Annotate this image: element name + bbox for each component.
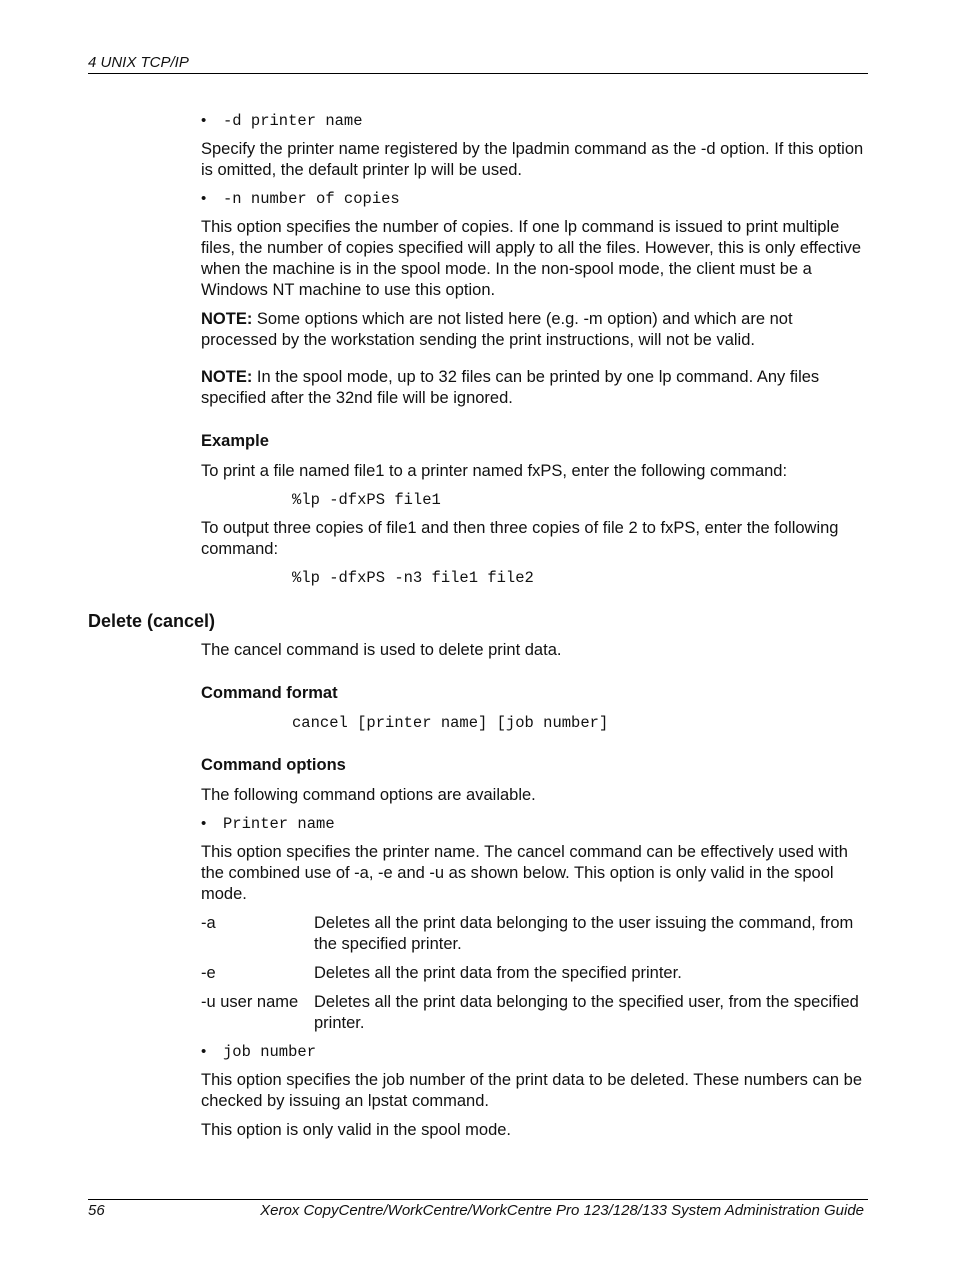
paragraph: This option specifies the number of copies. If one lp command is issued to print multiple files, the number of copies specified will apply to all the files. However, this is only effective when the machine is in the spool mode. In the non-spool mode, the client must be a Windows NT machine to use this option. [201, 218, 862, 299]
code-line: cancel [printer name] [job number] [292, 714, 609, 732]
lp-options-block [201, 111, 869, 596]
option-name: -n number of copies [223, 190, 400, 208]
option-row [201, 992, 869, 1034]
paragraph: This option specifies the job number of the print data to be deleted. These numbers can be checked by issuing an lpstat command. [201, 1071, 863, 1110]
bullet-item [201, 814, 869, 834]
option-row [201, 913, 869, 955]
note [201, 309, 869, 351]
option-desc: Deletes all the print data belonging to the specified user, from the specified printer. [314, 993, 859, 1032]
bullet-item [201, 189, 869, 209]
subheading-example: Example [201, 432, 269, 450]
code-line: %lp -dfxPS file1 [292, 491, 441, 509]
note-text: Some options which are not listed here (e.g. -m option) and which are not processed by the workstation sending the print instructions, will not be valid. [201, 310, 793, 349]
page-header: 4 UNIX TCP/IP [88, 54, 189, 71]
paragraph: The cancel command is used to delete print data. [201, 641, 562, 659]
section-title: Delete (cancel) [88, 611, 216, 631]
note-label: NOTE: [201, 368, 253, 386]
option-name: Printer name [223, 815, 335, 833]
note [201, 367, 869, 409]
note-label: NOTE: [201, 310, 253, 328]
option-row [201, 963, 869, 984]
paragraph: Specify the printer name registered by the lpadmin command as the -d option. If this option is omitted, the default printer lp will be used. [201, 140, 864, 179]
bullet-item [201, 111, 869, 131]
guide-title: Xerox CopyCentre/WorkCentre/WorkCentre Pro 123/128/133 System Administration Guide [260, 1202, 864, 1219]
note-text: In the spool mode, up to 32 files can be printed by one lp command. Any files specified after the 32nd file will be ignored. [201, 368, 820, 407]
paragraph: To print a file named file1 to a printer named fxPS, enter the following command: [201, 462, 788, 480]
footer-rule [88, 1199, 868, 1200]
subheading-command-format: Command format [201, 684, 338, 702]
option-name: job number [223, 1043, 317, 1061]
header-rule [88, 73, 868, 74]
subheading-command-options: Command options [201, 756, 346, 774]
paragraph: To output three copies of file1 and then three copies of file 2 to fxPS, enter the following command: [201, 519, 839, 558]
option-desc: Deletes all the print data belonging to the user issuing the command, from the specified printer. [314, 914, 854, 953]
code-line: %lp -dfxPS -n3 file1 file2 [292, 569, 534, 587]
paragraph: The following command options are available. [201, 786, 536, 804]
option-key: -u user name [201, 993, 299, 1011]
bullet-dot: • [201, 815, 207, 832]
option-desc: Deletes all the print data from the specified printer. [314, 964, 682, 982]
option-key: -a [201, 914, 216, 932]
option-name: -d printer name [223, 112, 363, 130]
bullet-dot: • [201, 1043, 207, 1060]
bullet-dot: • [201, 190, 207, 207]
option-key: -e [201, 964, 216, 982]
paragraph: This option is only valid in the spool mode. [201, 1121, 512, 1139]
page-number: 56 [88, 1202, 105, 1219]
cancel-block [201, 640, 869, 1149]
bullet-item [201, 1042, 869, 1062]
bullet-dot: • [201, 112, 207, 129]
paragraph: This option specifies the printer name. The cancel command can be effectively used with the combined use of -a, -e and -u as shown below. This option is only valid in the spool mode. [201, 843, 848, 903]
